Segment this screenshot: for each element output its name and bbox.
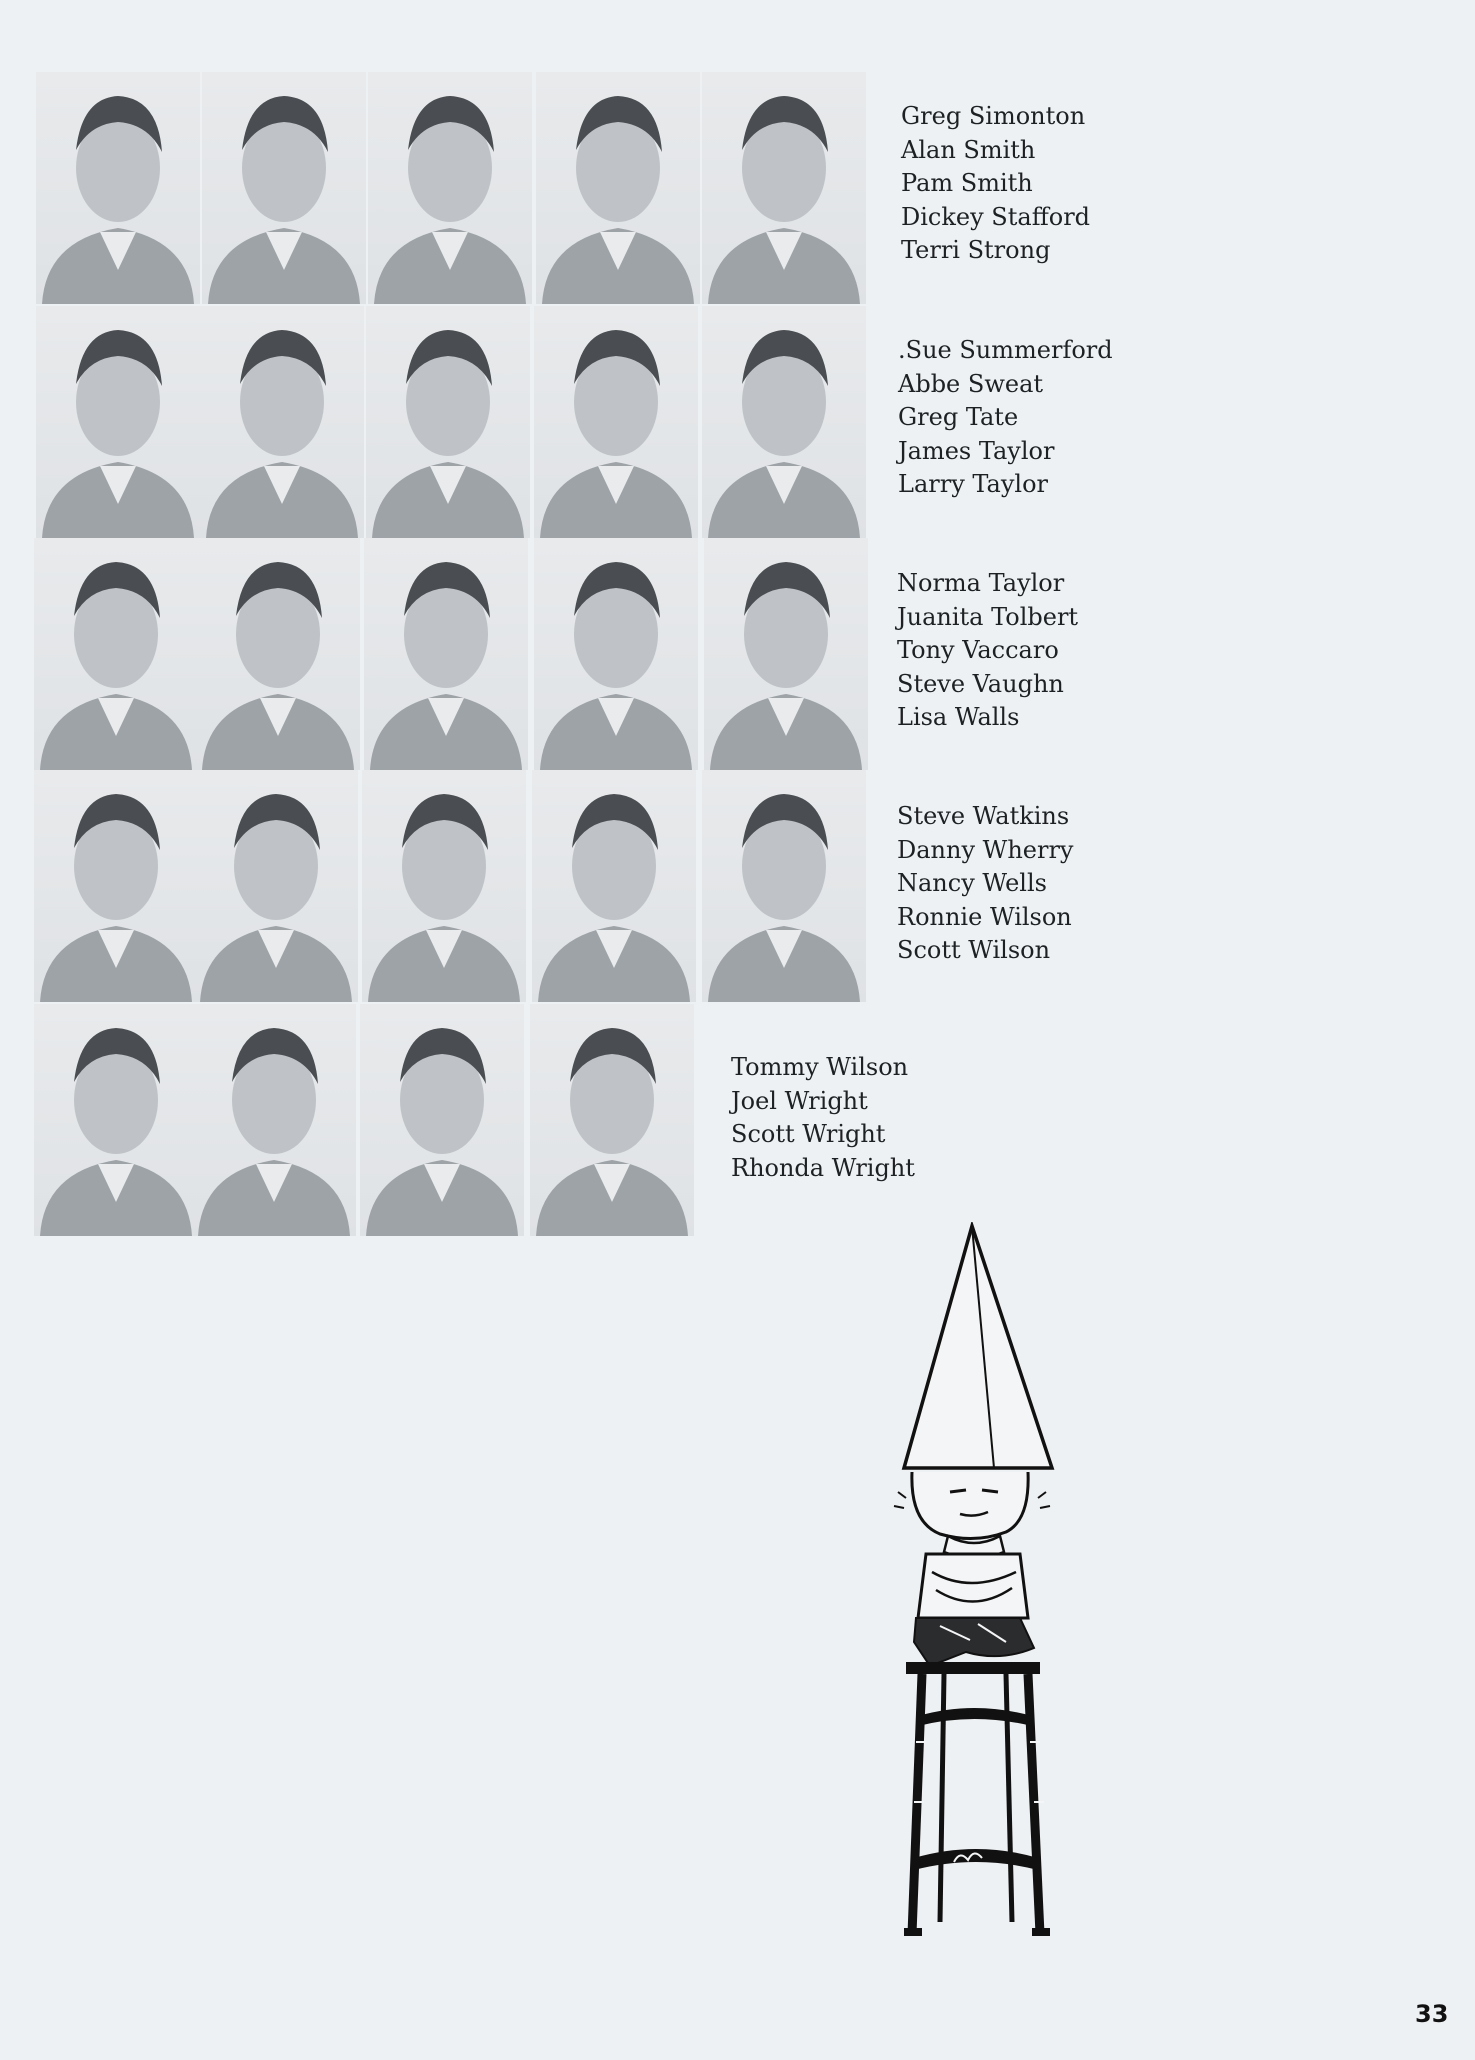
portrait-photo: [532, 770, 696, 1002]
portrait-photo: [536, 72, 700, 304]
portrait-photo: [368, 72, 532, 304]
student-name: Greg Simonton: [901, 102, 1086, 130]
student-name: Steve Vaughn: [897, 669, 1064, 698]
student-name: Steve Watkins: [897, 802, 1070, 830]
name-list: [897, 800, 1073, 968]
portrait-photo: [194, 770, 358, 1002]
portrait-photo: [360, 1004, 524, 1236]
name-list: [901, 100, 1090, 268]
portrait-photo: [702, 306, 866, 538]
portrait-photo: [364, 538, 528, 770]
portrait-photo: [702, 770, 866, 1002]
portrait-photo: [704, 538, 868, 770]
portrait-photo: [702, 72, 866, 304]
student-name: Norma Taylor: [897, 569, 1065, 597]
student-name: Danny Wherry: [897, 835, 1074, 864]
student-name: Larry Taylor: [898, 470, 1048, 498]
name-list: [731, 1051, 915, 1185]
portrait-photo: [534, 306, 698, 538]
portrait-photo: [202, 72, 366, 304]
page-number: 33: [1415, 2000, 1449, 2028]
student-name: .Sue Summerford: [898, 336, 1113, 364]
portrait-photo: [366, 306, 530, 538]
student-name: Juanita Tolbert: [897, 602, 1079, 631]
name-list: [897, 567, 1078, 735]
student-name: Nancy Wells: [897, 869, 1047, 897]
portrait-photo: [196, 538, 360, 770]
portrait-photo: [34, 538, 198, 770]
name-list: [898, 334, 1113, 502]
student-name: Ronnie Wilson: [897, 902, 1072, 931]
student-name: Rhonda Wright: [731, 1153, 915, 1182]
student-name: Tommy Wilson: [731, 1053, 909, 1081]
portrait-photo: [200, 306, 364, 538]
student-name: Greg Tate: [898, 403, 1019, 431]
student-name: Joel Wright: [731, 1086, 868, 1115]
portrait-photo: [530, 1004, 694, 1236]
student-name: Dickey Stafford: [901, 202, 1091, 231]
student-name: Scott Wright: [731, 1120, 886, 1148]
portrait-photo: [36, 72, 200, 304]
student-name: James Taylor: [898, 436, 1055, 465]
student-name: Lisa Walls: [897, 703, 1020, 731]
student-name: Abbe Sweat: [898, 369, 1044, 398]
portrait-photo: [192, 1004, 356, 1236]
portrait-photo: [34, 770, 198, 1002]
portrait-photo: [362, 770, 526, 1002]
student-name: Alan Smith: [901, 135, 1036, 164]
portrait-photo: [36, 306, 200, 538]
student-name: Scott Wilson: [897, 936, 1051, 964]
dunce-cap-cartoon: [870, 1222, 1070, 1942]
student-name: Terri Strong: [901, 236, 1051, 264]
portrait-photo: [534, 538, 698, 770]
student-name: Tony Vaccaro: [897, 636, 1059, 664]
student-name: Pam Smith: [901, 169, 1033, 197]
portrait-photo: [34, 1004, 198, 1236]
